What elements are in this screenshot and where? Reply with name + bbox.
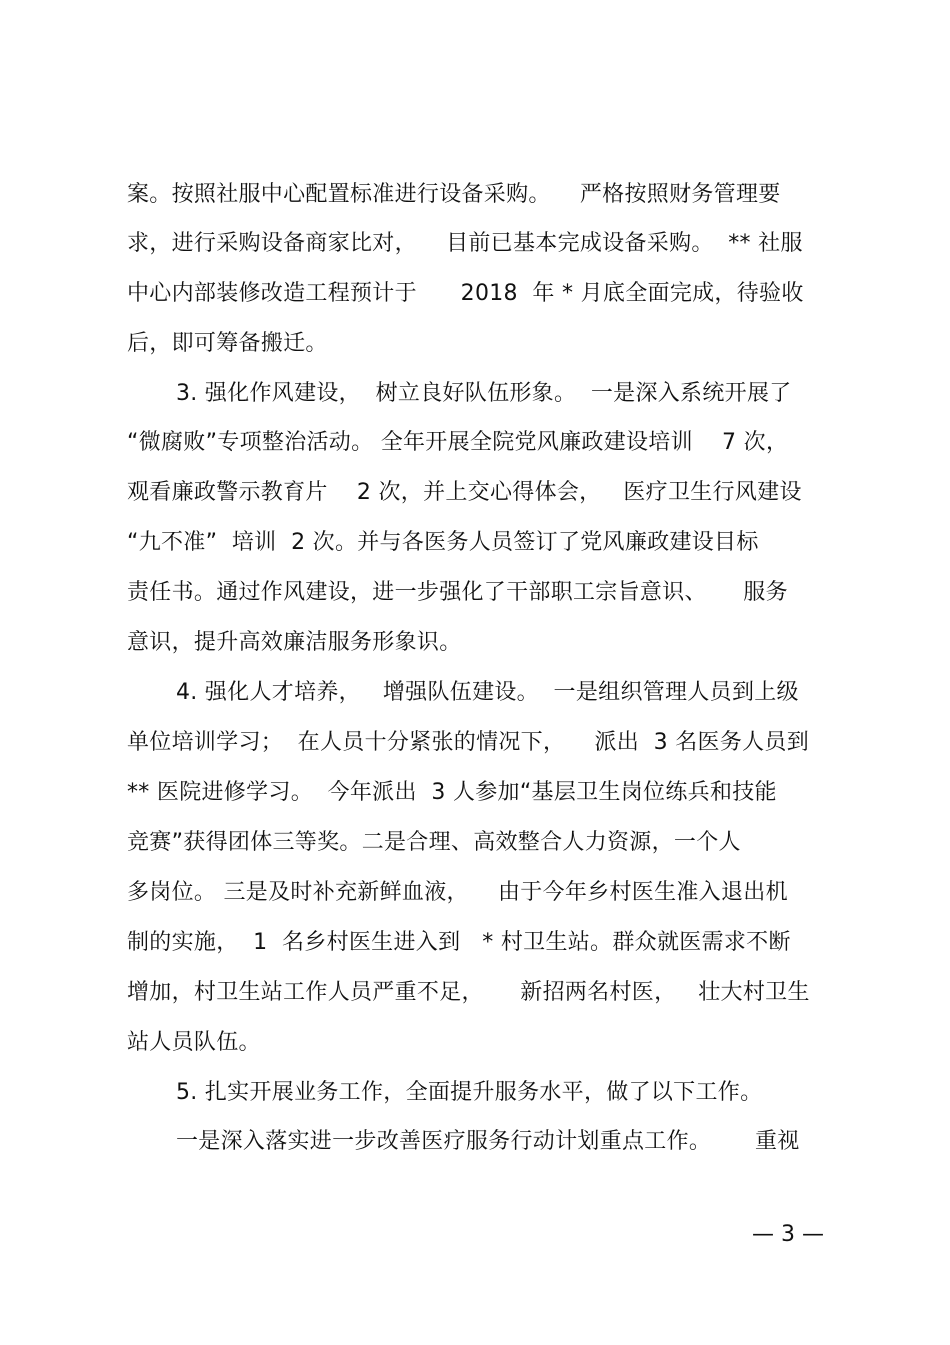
text-line: 增加，村卫生站工作人员严重不足， 新招两名村医， 壮大村卫生	[127, 980, 810, 1005]
text-line: “九不准” 培训 2 次。并与各医务人员签订了党风廉政建设目标	[127, 530, 759, 555]
text-line: 多岗位。 三是及时补充新鲜血液， 由于今年乡村医生准入退出机	[127, 880, 788, 905]
text-line: 一是深入落实进一步改善医疗服务行动计划重点工作。 重视	[176, 1129, 800, 1154]
paragraph-heading-5: 5. 扎实开展业务工作，全面提升服务水平，做了以下工作。	[176, 1080, 763, 1105]
text-line: 求，进行采购设备商家比对， 目前已基本完成设备采购。 ** 社服	[127, 231, 803, 256]
text-line: 意识，提升高效廉洁服务形象识。	[127, 630, 462, 655]
paragraph-heading-3: 3. 强化作风建设， 树立良好队伍形象。 一是深入系统开展了	[176, 381, 792, 406]
text-line: 单位培训学习； 在人员十分紧张的情况下， 派出 3 名医务人员到	[127, 730, 810, 755]
paragraph-heading-4: 4. 强化人才培养， 增强队伍建设。 一是组织管理人员到上级	[176, 680, 799, 705]
page-number: — 3 —	[752, 1222, 824, 1247]
text-line: 责任书。通过作风建设，进一步强化了干部职工宗旨意识、 服务	[127, 580, 788, 605]
text-line: 案。按照社服中心配置标准进行设备采购。 严格按照财务管理要	[127, 182, 781, 207]
text-line: 后，即可筹备搬迁。	[127, 331, 328, 356]
text-line: ** 医院进修学习。 今年派出 3 人参加“基层卫生岗位练兵和技能	[127, 780, 777, 805]
text-line: “微腐败”专项整治活动。 全年开展全院党风廉政建设培训 7 次，	[127, 430, 789, 455]
text-line: 中心内部装修改造工程预计于 2018 年 * 月底全面完成，待验收	[127, 281, 804, 306]
text-line: 竞赛”获得团体三等奖。二是合理、高效整合人力资源，一个人	[127, 830, 741, 855]
text-line: 站人员队伍。	[127, 1030, 261, 1055]
text-line: 观看廉政警示教育片 2 次，并上交心得体会， 医疗卫生行风建设	[127, 480, 802, 505]
text-line: 制的实施， 1 名乡村医生进入到 * 村卫生站。群众就医需求不断	[127, 930, 791, 955]
